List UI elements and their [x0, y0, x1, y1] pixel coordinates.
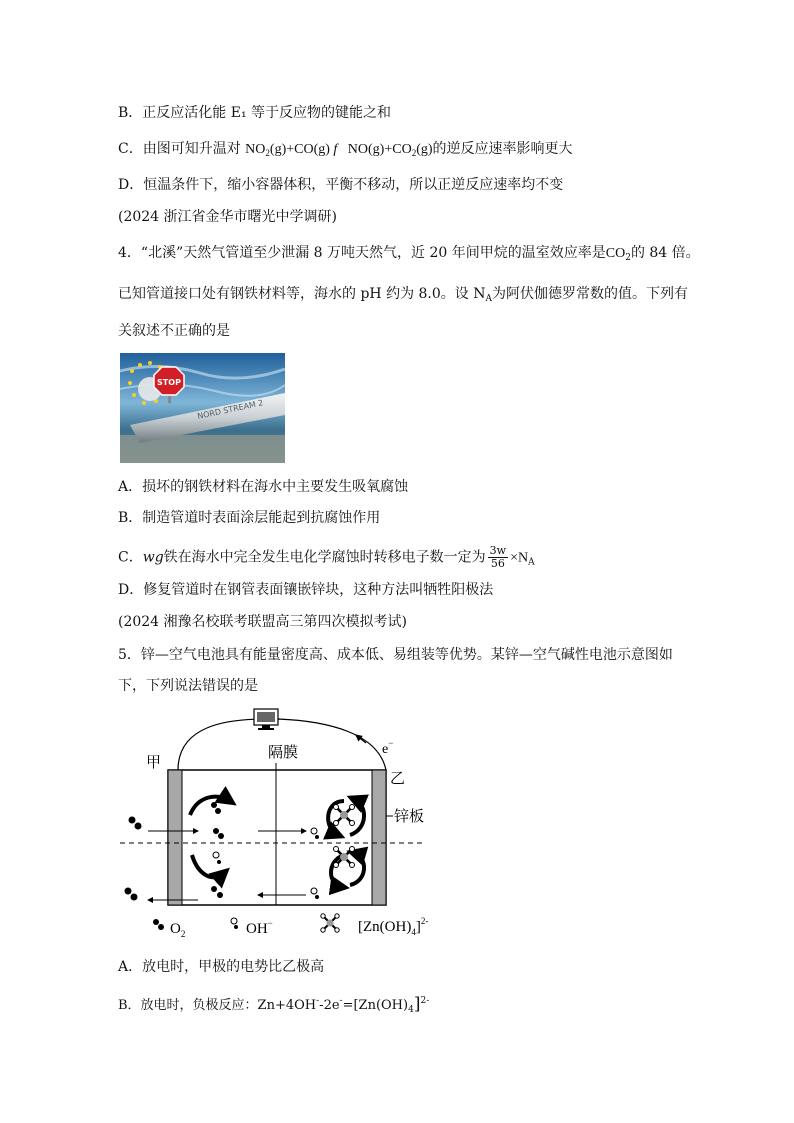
- q4-option-c: C．wg铁在海水中完全发生电化学腐蚀时转移电子数一定为 $\frac{3w}{56}$ $\times N_A$: [118, 544, 535, 570]
- oh-ion: [311, 828, 319, 839]
- zincate-ion: [334, 805, 355, 826]
- source-q5: (2024 湘豫名校联考联盟高三第四次模拟考试): [118, 614, 408, 630]
- pipe-caption: NORD STREAM 2: [196, 398, 265, 421]
- oh-ion: [213, 852, 221, 864]
- electrode-jia: [168, 770, 182, 905]
- label-membrane: 隔膜: [268, 745, 299, 761]
- o2-molecule: [213, 828, 224, 839]
- zinc-plate: [372, 770, 386, 905]
- label-jia: 甲: [146, 755, 162, 771]
- nord-stream-photo: [120, 353, 285, 463]
- q4-option-d: D．修复管道时在钢管表面镶嵌锌块，这种方法叫牺牲阳极法: [118, 582, 494, 598]
- stop-sign-icon: [154, 367, 184, 395]
- o2-molecule: [211, 802, 221, 814]
- legend-oh: [231, 918, 273, 937]
- svg-text:[Zn(OH)4]2-: $[Zn(OH)_4]^{2-}$: [358, 916, 429, 937]
- q3-option-b: B．正反应活化能 E₁ 等于反应物的键能之和: [118, 105, 392, 121]
- oh-ion: [311, 888, 319, 899]
- q5-stem-line1: 5．锌—空气电池具有能量密度高、成本低、易组装等优势。某锌—空气碱性电池示意图如: [118, 647, 673, 663]
- q5-option-a: A．放电时，甲极的电势比乙极高: [118, 959, 325, 975]
- o2-molecule: [129, 817, 142, 830]
- label-yi: 乙: [390, 771, 406, 787]
- source-q4: (2024 浙江省金华市曙光中学调研): [118, 209, 338, 225]
- monitor-icon: [254, 709, 278, 730]
- svg-text:O2: $O_2$: [170, 921, 186, 939]
- q3-option-d: D．恒温条件下，缩小容器体积，平衡不移动，所以正逆反应速率均不变: [118, 177, 564, 193]
- svg-text:OH−: OH−: [246, 918, 273, 937]
- label-electron: e−: [382, 738, 394, 757]
- legend-zincate: [321, 914, 429, 937]
- q4-option-a: A．损坏的钢铁材料在海水中主要发生吸氧腐蚀: [118, 479, 409, 495]
- q4-stem-line3: 关叙述不正确的是: [118, 323, 230, 339]
- o2-molecule: [211, 886, 223, 898]
- svg-text:STOP: STOP: [157, 378, 181, 387]
- q5-stem-line2: 下，下列说法错误的是: [118, 678, 258, 694]
- legend-o2: [153, 919, 185, 939]
- q4-stem-line1: 4．“北溪”天然气管道至少泄漏 8 万吨天然气，近 20 年间甲烷的温室效应率是$CO_2$的 84 倍。: [118, 245, 700, 263]
- q5-option-b: B．放电时，负极反应：$Zn+4OH^--2e^-=[Zn(OH)_4]^{2-}$: [118, 994, 430, 1015]
- q4-stem-line2: 已知管道接口处有钢铁材料等，海水的 pH 约为 8.0。设 $N_A$为阿伏伽德罗常数的值。下列有: [118, 286, 688, 304]
- q3-option-c: C．由图可知升温对 $NO_2(g)+CO(g)$ f $NO(g)+CO_2(g)$的逆反应速率影响更大: [118, 141, 573, 158]
- zinc-air-battery-diagram: [118, 705, 448, 940]
- o2-molecule: [125, 888, 138, 901]
- q4-option-b: B．制造管道时表面涂层能起到抗腐蚀作用: [118, 510, 381, 526]
- label-zinc-plate: 锌板: [394, 809, 425, 825]
